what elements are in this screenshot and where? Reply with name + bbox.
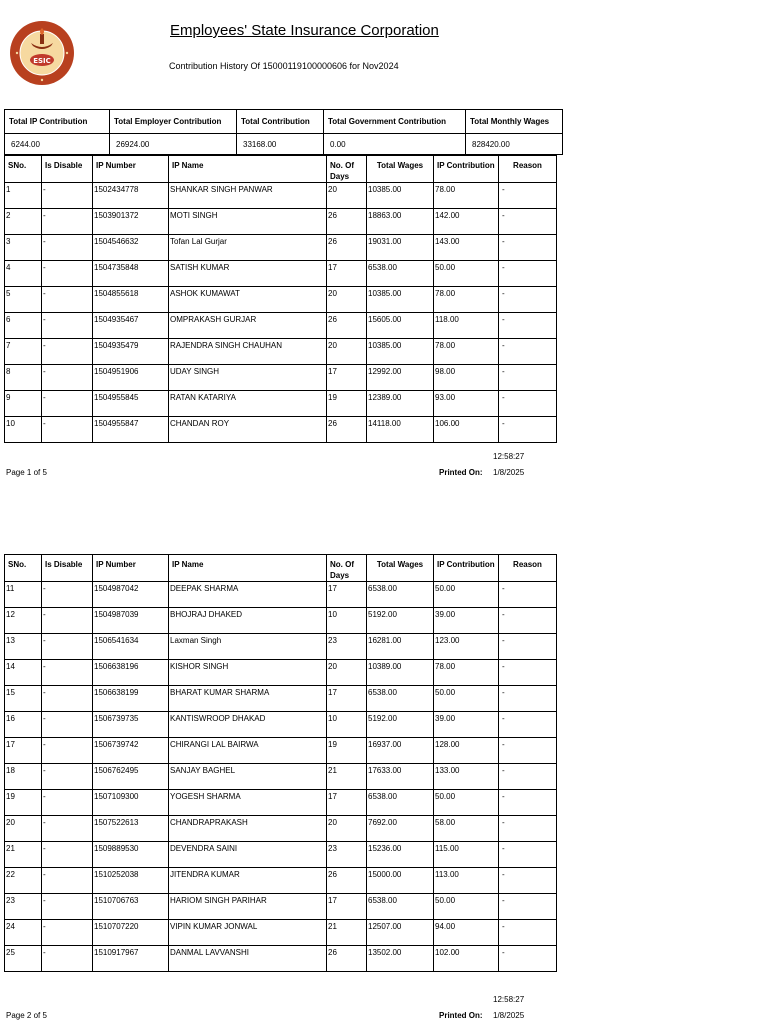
cell-ip-name: SATISH KUMAR xyxy=(169,261,327,287)
cell-sno: 25 xyxy=(5,946,42,972)
cell-sno: 11 xyxy=(5,582,42,608)
cell-sno: 6 xyxy=(5,313,42,339)
cell-ip-name: UDAY SINGH xyxy=(169,365,327,391)
cell-ip-number: 1510706763 xyxy=(93,894,169,920)
table-row xyxy=(5,183,557,209)
cell-days: 26 xyxy=(327,868,367,894)
cell-reason: - xyxy=(499,842,557,868)
cell-ip-number: 1506762495 xyxy=(93,764,169,790)
summary-header: Total Employer Contribution xyxy=(110,110,237,134)
cell-sno: 4 xyxy=(5,261,42,287)
summary-header: Total Contribution xyxy=(237,110,324,134)
cell-days: 26 xyxy=(327,313,367,339)
cell-sno: 5 xyxy=(5,287,42,313)
cell-ip-number: 1506739742 xyxy=(93,738,169,764)
subtitle-for: for xyxy=(349,61,361,71)
cell-ip-number: 1503901372 xyxy=(93,209,169,235)
cell-reason: - xyxy=(499,946,557,972)
cell-days: 26 xyxy=(327,946,367,972)
printed-on-label: Printed On: xyxy=(439,468,483,477)
cell-days: 19 xyxy=(327,391,367,417)
cell-ip-name: KISHOR SINGH xyxy=(169,660,327,686)
summary-table xyxy=(4,109,563,155)
cell-reason: - xyxy=(499,868,557,894)
table-row xyxy=(5,365,557,391)
cell-is-disable: - xyxy=(42,790,93,816)
cell-days: 17 xyxy=(327,261,367,287)
summary-header: Total Government Contribution xyxy=(324,110,466,134)
cell-ip-name: CHANDRAPRAKASH xyxy=(169,816,327,842)
cell-is-disable: - xyxy=(42,209,93,235)
cell-is-disable: - xyxy=(42,608,93,634)
cell-total-wages: 16937.00 xyxy=(367,738,434,764)
cell-ip-name: MOTI SINGH xyxy=(169,209,327,235)
cell-sno: 21 xyxy=(5,842,42,868)
cell-sno: 18 xyxy=(5,764,42,790)
col-header-is-disable: Is Disable xyxy=(42,555,93,582)
cell-days: 26 xyxy=(327,209,367,235)
cell-ip-contribution: 113.00 xyxy=(434,868,499,894)
cell-ip-contribution: 115.00 xyxy=(434,842,499,868)
cell-ip-number: 1506739735 xyxy=(93,712,169,738)
summary-header: Total IP Contribution xyxy=(5,110,110,134)
logo-text: ESIC xyxy=(33,57,51,65)
cell-reason: - xyxy=(499,738,557,764)
cell-ip-name: RATAN KATARIYA xyxy=(169,391,327,417)
table-row xyxy=(5,686,557,712)
cell-sno: 17 xyxy=(5,738,42,764)
cell-sno: 8 xyxy=(5,365,42,391)
cell-total-wages: 13502.00 xyxy=(367,946,434,972)
cell-ip-name: DANMAL LAVVANSHI xyxy=(169,946,327,972)
cell-ip-number: 1507109300 xyxy=(93,790,169,816)
cell-sno: 12 xyxy=(5,608,42,634)
cell-is-disable: - xyxy=(42,365,93,391)
cell-total-wages: 6538.00 xyxy=(367,582,434,608)
table-row xyxy=(5,235,557,261)
cell-ip-contribution: 78.00 xyxy=(434,287,499,313)
summary-header: Total Monthly Wages xyxy=(466,110,563,134)
cell-days: 23 xyxy=(327,842,367,868)
cell-reason: - xyxy=(499,582,557,608)
table-row xyxy=(5,287,557,313)
cell-ip-number: 1504955847 xyxy=(93,417,169,443)
table-row xyxy=(5,608,557,634)
col-header-reason: Reason xyxy=(499,156,557,183)
report-period: Nov2024 xyxy=(362,61,399,71)
cell-reason: - xyxy=(499,816,557,842)
cell-total-wages: 5192.00 xyxy=(367,608,434,634)
cell-ip-contribution: 94.00 xyxy=(434,920,499,946)
cell-ip-name: SHANKAR SINGH PANWAR xyxy=(169,183,327,209)
table-header-row xyxy=(5,156,557,183)
report-subtitle xyxy=(169,61,399,71)
cell-ip-name: YOGESH SHARMA xyxy=(169,790,327,816)
cell-sno: 13 xyxy=(5,634,42,660)
cell-ip-number: 1504955845 xyxy=(93,391,169,417)
col-header-days: No. Of Days xyxy=(327,156,367,183)
cell-ip-number: 1504935467 xyxy=(93,313,169,339)
cell-ip-contribution: 78.00 xyxy=(434,339,499,365)
cell-reason: - xyxy=(499,764,557,790)
cell-sno: 10 xyxy=(5,417,42,443)
cell-ip-contribution: 93.00 xyxy=(434,391,499,417)
cell-reason: - xyxy=(499,209,557,235)
table-row xyxy=(5,417,557,443)
cell-is-disable: - xyxy=(42,235,93,261)
cell-total-wages: 6538.00 xyxy=(367,261,434,287)
cell-ip-name: HARIOM SINGH PARIHAR xyxy=(169,894,327,920)
col-header-ip-contribution: IP Contribution xyxy=(434,555,499,582)
cell-ip-number: 1504855618 xyxy=(93,287,169,313)
cell-ip-name: ASHOK KUMAWAT xyxy=(169,287,327,313)
cell-ip-contribution: 118.00 xyxy=(434,313,499,339)
cell-reason: - xyxy=(499,235,557,261)
cell-ip-number: 1502434778 xyxy=(93,183,169,209)
cell-reason: - xyxy=(499,391,557,417)
cell-is-disable: - xyxy=(42,738,93,764)
cell-sno: 15 xyxy=(5,686,42,712)
cell-is-disable: - xyxy=(42,816,93,842)
summary-value: 0.00 xyxy=(324,134,466,155)
cell-ip-contribution: 50.00 xyxy=(434,686,499,712)
cell-ip-contribution: 123.00 xyxy=(434,634,499,660)
col-header-ip-number: IP Number xyxy=(93,555,169,582)
cell-ip-name: BHARAT KUMAR SHARMA xyxy=(169,686,327,712)
cell-reason: - xyxy=(499,660,557,686)
cell-reason: - xyxy=(499,608,557,634)
cell-reason: - xyxy=(499,365,557,391)
cell-sno: 19 xyxy=(5,790,42,816)
cell-ip-number: 1506638199 xyxy=(93,686,169,712)
cell-ip-contribution: 143.00 xyxy=(434,235,499,261)
cell-ip-number: 1506638196 xyxy=(93,660,169,686)
cell-reason: - xyxy=(499,790,557,816)
cell-total-wages: 6538.00 xyxy=(367,790,434,816)
cell-total-wages: 12507.00 xyxy=(367,920,434,946)
cell-sno: 14 xyxy=(5,660,42,686)
table-row xyxy=(5,868,557,894)
cell-days: 20 xyxy=(327,816,367,842)
col-header-days: No. Of Days xyxy=(327,555,367,582)
cell-is-disable: - xyxy=(42,842,93,868)
cell-is-disable: - xyxy=(42,287,93,313)
cell-reason: - xyxy=(499,712,557,738)
col-header-reason: Reason xyxy=(499,555,557,582)
summary-value: 26924.00 xyxy=(110,134,237,155)
cell-is-disable: - xyxy=(42,712,93,738)
cell-ip-contribution: 142.00 xyxy=(434,209,499,235)
subtitle-prefix: Contribution History Of xyxy=(169,61,261,71)
cell-is-disable: - xyxy=(42,660,93,686)
cell-days: 20 xyxy=(327,287,367,313)
table-row xyxy=(5,712,557,738)
cell-total-wages: 6538.00 xyxy=(367,894,434,920)
page-number: Page 1 of 5 xyxy=(6,468,47,477)
cell-ip-contribution: 78.00 xyxy=(434,660,499,686)
table-row xyxy=(5,209,557,235)
cell-is-disable: - xyxy=(42,634,93,660)
cell-ip-contribution: 98.00 xyxy=(434,365,499,391)
cell-sno: 3 xyxy=(5,235,42,261)
cell-reason: - xyxy=(499,686,557,712)
col-header-ip-name: IP Name xyxy=(169,555,327,582)
col-header-total-wages: Total Wages xyxy=(367,156,434,183)
cell-reason: - xyxy=(499,339,557,365)
cell-days: 17 xyxy=(327,790,367,816)
table-header-row xyxy=(5,555,557,582)
cell-days: 19 xyxy=(327,738,367,764)
print-time: 12:58:27 xyxy=(493,452,525,461)
col-header-is-disable: Is Disable xyxy=(42,156,93,183)
cell-ip-number: 1510252038 xyxy=(93,868,169,894)
cell-sno: 1 xyxy=(5,183,42,209)
cell-ip-number: 1504987039 xyxy=(93,608,169,634)
cell-total-wages: 6538.00 xyxy=(367,686,434,712)
cell-total-wages: 15000.00 xyxy=(367,868,434,894)
cell-total-wages: 10385.00 xyxy=(367,287,434,313)
cell-days: 10 xyxy=(327,608,367,634)
printed-on-date: 1/8/2025 xyxy=(493,468,525,477)
print-time: 12:58:27 xyxy=(493,995,525,1004)
cell-sno: 24 xyxy=(5,920,42,946)
cell-reason: - xyxy=(499,417,557,443)
cell-is-disable: - xyxy=(42,894,93,920)
cell-days: 23 xyxy=(327,634,367,660)
cell-ip-number: 1504546632 xyxy=(93,235,169,261)
cell-is-disable: - xyxy=(42,391,93,417)
cell-days: 17 xyxy=(327,894,367,920)
cell-is-disable: - xyxy=(42,920,93,946)
cell-days: 21 xyxy=(327,764,367,790)
cell-total-wages: 12389.00 xyxy=(367,391,434,417)
contribution-table-page-2 xyxy=(4,554,557,972)
page-number: Page 2 of 5 xyxy=(6,1011,47,1020)
cell-total-wages: 10385.00 xyxy=(367,183,434,209)
summary-value-row xyxy=(5,134,563,155)
summary-value: 828420.00 xyxy=(466,134,563,155)
cell-ip-name: SANJAY BAGHEL xyxy=(169,764,327,790)
cell-days: 26 xyxy=(327,417,367,443)
cell-total-wages: 5192.00 xyxy=(367,712,434,738)
cell-ip-number: 1504951906 xyxy=(93,365,169,391)
cell-days: 20 xyxy=(327,660,367,686)
cell-is-disable: - xyxy=(42,339,93,365)
cell-ip-name: JITENDRA KUMAR xyxy=(169,868,327,894)
contribution-table-page-1 xyxy=(4,155,557,443)
cell-is-disable: - xyxy=(42,868,93,894)
table-row xyxy=(5,816,557,842)
cell-ip-name: OMPRAKASH GURJAR xyxy=(169,313,327,339)
cell-sno: 7 xyxy=(5,339,42,365)
cell-ip-name: KANTISWROOP DHAKAD xyxy=(169,712,327,738)
establishment-code: 15000119100000606 xyxy=(262,61,347,71)
cell-reason: - xyxy=(499,920,557,946)
table-row xyxy=(5,582,557,608)
cell-total-wages: 15236.00 xyxy=(367,842,434,868)
cell-is-disable: - xyxy=(42,313,93,339)
cell-total-wages: 7692.00 xyxy=(367,816,434,842)
table-row xyxy=(5,391,557,417)
cell-sno: 16 xyxy=(5,712,42,738)
cell-is-disable: - xyxy=(42,183,93,209)
cell-ip-number: 1510707220 xyxy=(93,920,169,946)
summary-header-row xyxy=(5,110,563,134)
table-row xyxy=(5,946,557,972)
cell-days: 20 xyxy=(327,183,367,209)
cell-ip-number: 1506541634 xyxy=(93,634,169,660)
cell-reason: - xyxy=(499,287,557,313)
cell-days: 20 xyxy=(327,339,367,365)
table-row xyxy=(5,894,557,920)
cell-reason: - xyxy=(499,313,557,339)
cell-ip-name: DEVENDRA SAINI xyxy=(169,842,327,868)
col-header-total-wages: Total Wages xyxy=(367,555,434,582)
cell-reason: - xyxy=(499,183,557,209)
cell-ip-name: CHANDAN ROY xyxy=(169,417,327,443)
col-header-sno: SNo. xyxy=(5,555,42,582)
cell-days: 10 xyxy=(327,712,367,738)
table-row xyxy=(5,634,557,660)
page-title: Employees' State Insurance Corporation xyxy=(170,22,439,39)
table-row xyxy=(5,313,557,339)
cell-ip-contribution: 50.00 xyxy=(434,582,499,608)
cell-sno: 9 xyxy=(5,391,42,417)
cell-is-disable: - xyxy=(42,946,93,972)
cell-is-disable: - xyxy=(42,686,93,712)
cell-is-disable: - xyxy=(42,417,93,443)
cell-total-wages: 18863.00 xyxy=(367,209,434,235)
cell-total-wages: 19031.00 xyxy=(367,235,434,261)
table-row xyxy=(5,842,557,868)
cell-is-disable: - xyxy=(42,261,93,287)
cell-ip-name: RAJENDRA SINGH CHAUHAN xyxy=(169,339,327,365)
cell-ip-name: DEEPAK SHARMA xyxy=(169,582,327,608)
cell-ip-name: BHOJRAJ DHAKED xyxy=(169,608,327,634)
cell-ip-name: CHIRANGI LAL BAIRWA xyxy=(169,738,327,764)
cell-sno: 20 xyxy=(5,816,42,842)
col-header-ip-number: IP Number xyxy=(93,156,169,183)
cell-is-disable: - xyxy=(42,582,93,608)
cell-ip-number: 1504987042 xyxy=(93,582,169,608)
cell-ip-number: 1510917967 xyxy=(93,946,169,972)
cell-ip-number: 1507522613 xyxy=(93,816,169,842)
cell-ip-number: 1504935479 xyxy=(93,339,169,365)
cell-ip-contribution: 50.00 xyxy=(434,261,499,287)
cell-total-wages: 10389.00 xyxy=(367,660,434,686)
cell-total-wages: 15605.00 xyxy=(367,313,434,339)
cell-ip-contribution: 39.00 xyxy=(434,712,499,738)
cell-total-wages: 12992.00 xyxy=(367,365,434,391)
cell-days: 26 xyxy=(327,235,367,261)
cell-sno: 22 xyxy=(5,868,42,894)
table-row xyxy=(5,261,557,287)
col-header-ip-name: IP Name xyxy=(169,156,327,183)
cell-reason: - xyxy=(499,634,557,660)
printed-on-date: 1/8/2025 xyxy=(493,1011,525,1020)
summary-value: 6244.00 xyxy=(5,134,110,155)
cell-ip-contribution: 102.00 xyxy=(434,946,499,972)
cell-ip-name: VIPIN KUMAR JONWAL xyxy=(169,920,327,946)
cell-ip-number: 1509889530 xyxy=(93,842,169,868)
summary-value: 33168.00 xyxy=(237,134,324,155)
cell-days: 17 xyxy=(327,686,367,712)
cell-ip-contribution: 50.00 xyxy=(434,894,499,920)
esic-logo xyxy=(9,20,75,86)
cell-ip-name: Tofan Lal Gurjar xyxy=(169,235,327,261)
cell-total-wages: 17633.00 xyxy=(367,764,434,790)
cell-total-wages: 14118.00 xyxy=(367,417,434,443)
printed-on-label: Printed On: xyxy=(439,1011,483,1020)
table-row xyxy=(5,339,557,365)
cell-ip-contribution: 106.00 xyxy=(434,417,499,443)
table-row xyxy=(5,790,557,816)
table-row xyxy=(5,738,557,764)
cell-ip-contribution: 39.00 xyxy=(434,608,499,634)
cell-days: 17 xyxy=(327,582,367,608)
cell-ip-number: 1504735848 xyxy=(93,261,169,287)
col-header-ip-contribution: IP Contribution xyxy=(434,156,499,183)
table-row xyxy=(5,764,557,790)
cell-ip-name: Laxman Singh xyxy=(169,634,327,660)
table-row xyxy=(5,920,557,946)
cell-sno: 23 xyxy=(5,894,42,920)
cell-sno: 2 xyxy=(5,209,42,235)
cell-days: 21 xyxy=(327,920,367,946)
cell-ip-contribution: 58.00 xyxy=(434,816,499,842)
table-row xyxy=(5,660,557,686)
cell-total-wages: 16281.00 xyxy=(367,634,434,660)
cell-total-wages: 10385.00 xyxy=(367,339,434,365)
cell-days: 17 xyxy=(327,365,367,391)
cell-ip-contribution: 50.00 xyxy=(434,790,499,816)
cell-reason: - xyxy=(499,261,557,287)
col-header-sno: SNo. xyxy=(5,156,42,183)
cell-ip-contribution: 78.00 xyxy=(434,183,499,209)
cell-reason: - xyxy=(499,894,557,920)
cell-is-disable: - xyxy=(42,764,93,790)
cell-ip-contribution: 133.00 xyxy=(434,764,499,790)
cell-ip-contribution: 128.00 xyxy=(434,738,499,764)
